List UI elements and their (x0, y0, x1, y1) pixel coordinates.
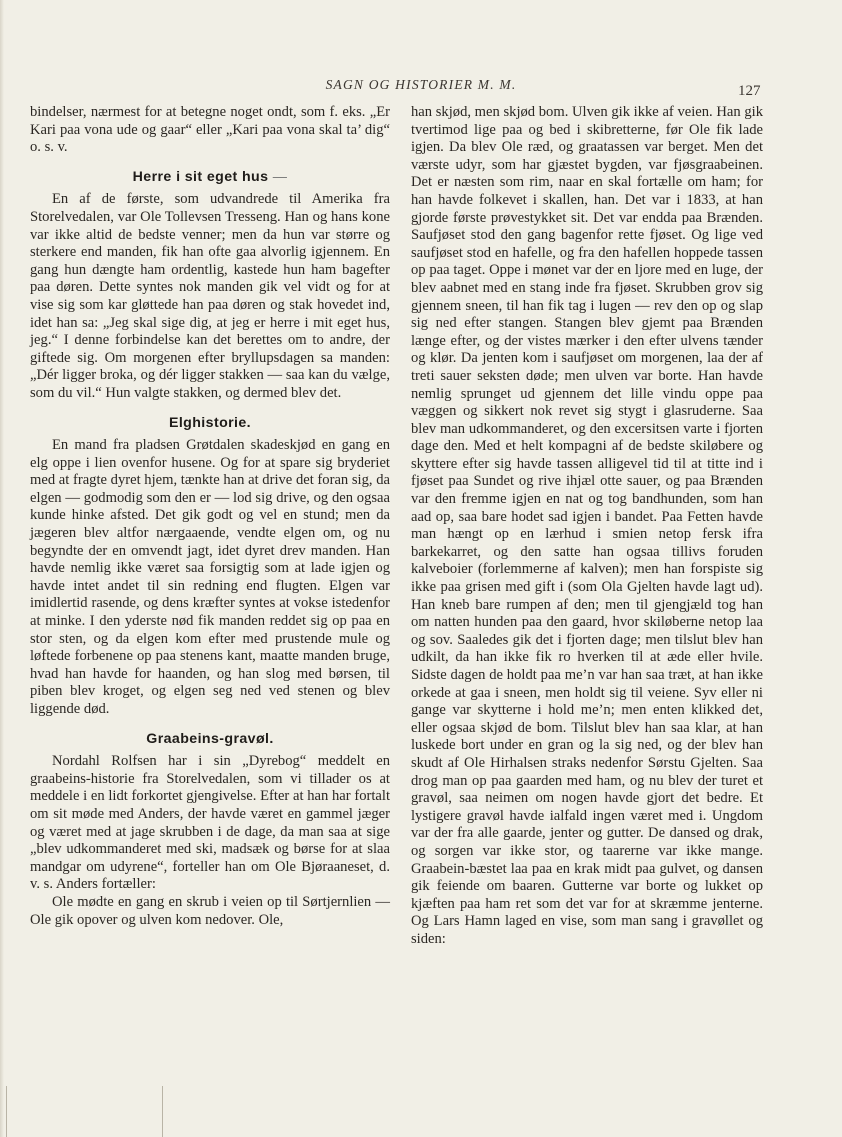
section-heading-dash: — (272, 168, 288, 185)
section-heading-graabeins: Graabeins-gravøl. (146, 730, 274, 747)
paragraph: En af de første, som udvandrede til Amerika fra Storelvedalen, var Ole Tollevsen Tresseng. Han og hans kone var ikke altid de bedste venner; men da hun var større og sterkere end manden, fik han ofte gaa alvorlig igjennem. En gang hun dængte ham ordentlig, kastede hun ham bagefter paa døren. Dette syntes nok manden gik vel vidt og for at vise sig som kar gløttede han paa døren og stak hovedet ind, idet han sa: „Jeg skal sige dig, at jeg er herre i mit eget hus, jeg.“ I denne forbindelse kan det berettes om to andre, der giftede sig. Om morgenen efter bryllupsdagen sa manden: „Dér ligger broka, og dér ligger stakken — saa kan du vælge, som du vil.“ Hun valgte stakken, og dermed blev det. (30, 191, 390, 401)
page-margin-mark (6, 1086, 7, 1137)
running-head: SAGN OG HISTORIER M. M. (325, 77, 517, 92)
page-edge-shadow (0, 0, 4, 1137)
paragraph: bindelser, nærmest for at betegne noget ondt, som f. eks. „Er Kari paa vona ude og gaar“ eller „Kari paa vona skal ta’ dig“ o. s. v. (30, 104, 390, 156)
paragraph: En mand fra pladsen Grøtdalen skadeskjød en gang en elg oppe i lien ovenfor husene. Og for at spare sig bryderiet med at fragte dyret hjem, tænkte han at drive det foran sig, da elgen — godmodig som den er — lod sig drive, og den ogsaa kunde hinke afsted. Det gik godt og vel en stund; men da jægeren blev altfor nærgaaende, vendte elgen om, og nu begyndte der en omvendt jagt, idet dyret drev manden. Han havde nemlig ikke været saa forsigtig som at lade igjen og havde intet andet til sin redning end flugten. Elgen var imidlertid rasende, og dens kræfter syntes at vokse istedenfor at minke. I den yderste nød fik manden reddet sig op paa en stor sten, og da elgen kom efter med prustende mule og løftede forbenene op paa stenens kant, maatte manden bruge, hvad han havde for haanden, og han slog med børsen, til piben blev kroget, og elgen seg ned ved stenen og blev liggende død. (30, 437, 390, 717)
section-heading-elghistorie: Elghistorie. (168, 414, 252, 431)
page-number: 127 (738, 83, 761, 99)
left-column (30, 104, 390, 929)
section-heading-text: Herre i sit eget hus (132, 168, 269, 185)
page-margin-mark (162, 1086, 163, 1137)
paragraph: han skjød, men skjød bom. Ulven gik ikke af veien. Han gik tvertimod lige paa og bed i skibretterne, før Ole fik lade igjen. Da blev Ole ræd, og graatassen var berget. Men det værste udyr, som har gjæstet bygden, var fjøsgraabeinen. Det er næsten som rim, naar en skal fortælle om ham; for han havde folkevet i skallen, han. Det var i 1833, at han gjorde første prøvestykket sit. Det var endda paa Brænden. Saufjøset stod den gang bagenfor rette fjøset. Og lige ved saufjøset stod en hafelle, og fra den hafellen hoppede tassen op paa taget. Oppe i mønet var der en ljore med en luge, der blev aabnet med en stang inde fra fjøset. Skrubben grov sig gjennem sneen, til han fik tag i lugen — rev den op og slap sig ned efter stangen. Stangen blev gjemt paa Brænden længe efter, og der vistes mærker i den efter ulvens tænder og klør. Da jenten kom i saufjøset om morgenen, laa der af treti sauer seksten døde; men ulven var borte. Han havde nemlig sprunget ud gjennem det lille vindu oppe paa væggen og sikkert nok revet sig stygt i glasruderne. Saa blev man udkommanderet, og den excersitsen varte i fjorten dage den. Med et helt kompagni af de bedste skiløbere og skyttere efter sig havde tassen alligevel tid til at titte ind i fjøset paa Sundet og rive ihjæl otte sauer, og paa Brænden var den fremme igjen en nat og tog bandhunden, som han aad op, saa bare hodet sad igjen i bandet. Paa Fetten havde man hængt op en lærhud i smien netop fersk ifra barkekarret, og den satte han ogsaa tillivs foruden kalveboier (forlemmerne af kalven); men han forspiste sig ikke paa grisen med gift i (som Ola Gjelten havde lagt ud). Han kneb bare rumpen af den; men til gjengjæld tog han om natten hunden paa den gaard, hvor skiløberne netop laa og sov. Saaledes gik det i fjorten dage; men tilslut blev han udkilt, da han ikke fik ro hverken til at æde eller hvile. Sidste dagen de holdt paa me’n var han saa træt, at han ikke orkede at gaa i sneen, men holdt sig til veiene. Syv eller ni gange var skytterne i hold me’n; men enten klikked det, eller ogsaa skjød de bom. Tilslut blev han saa klar, at han luskede bort under en gran og la sig ned, og der blev han skudt af Ole Hirhalsen straks nedenfor Sørstu Gjelten. Saa drog man op paa gaarden med ham, og nu blev der turet et gravøl, saa neimen om nogen havde gjort det bedre. Et lystigere gravøl havde ialfald ingen været med i. Ungdom var der fra alle gaarde, jenter og gutter. De dansed og drak, og sorgen var ikke stor, og taarerne var ikke mange. Graabein-bæstet laa paa en krak midt paa gulvet, og dansen gik feiende om baaren. Gutterne var borte og lukket op kjæften paa ham ret som det var for at skræmme jenterne. Og Lars Hamn laged en vise, som man sang i gravøllet og siden: (411, 104, 763, 947)
paragraph: Ole mødte en gang en skrub i veien op til Sørtjernlien — Ole gik opover og ulven kom nedover. Ole, (30, 893, 390, 928)
section-heading-herre (30, 169, 390, 187)
right-column (411, 104, 763, 949)
paragraph: Nordahl Rolfsen har i sin „Dyrebog“ meddelt en graabeins-historie fra Storelvedalen, som vi tillader os at meddele i en lidt forkortet gjengivelse. Efter at han har fortalt om sit møde med Anders, der havde været en gammel jæger og været med at jage skrubben i de dage, da man saa at sige „blev udkommanderet med ski, madsæk og børse for at slaa mandgar om udyrene“, forteller han om Ole Bjøraaneset, d. v. s. Anders fortæller: (30, 753, 390, 893)
